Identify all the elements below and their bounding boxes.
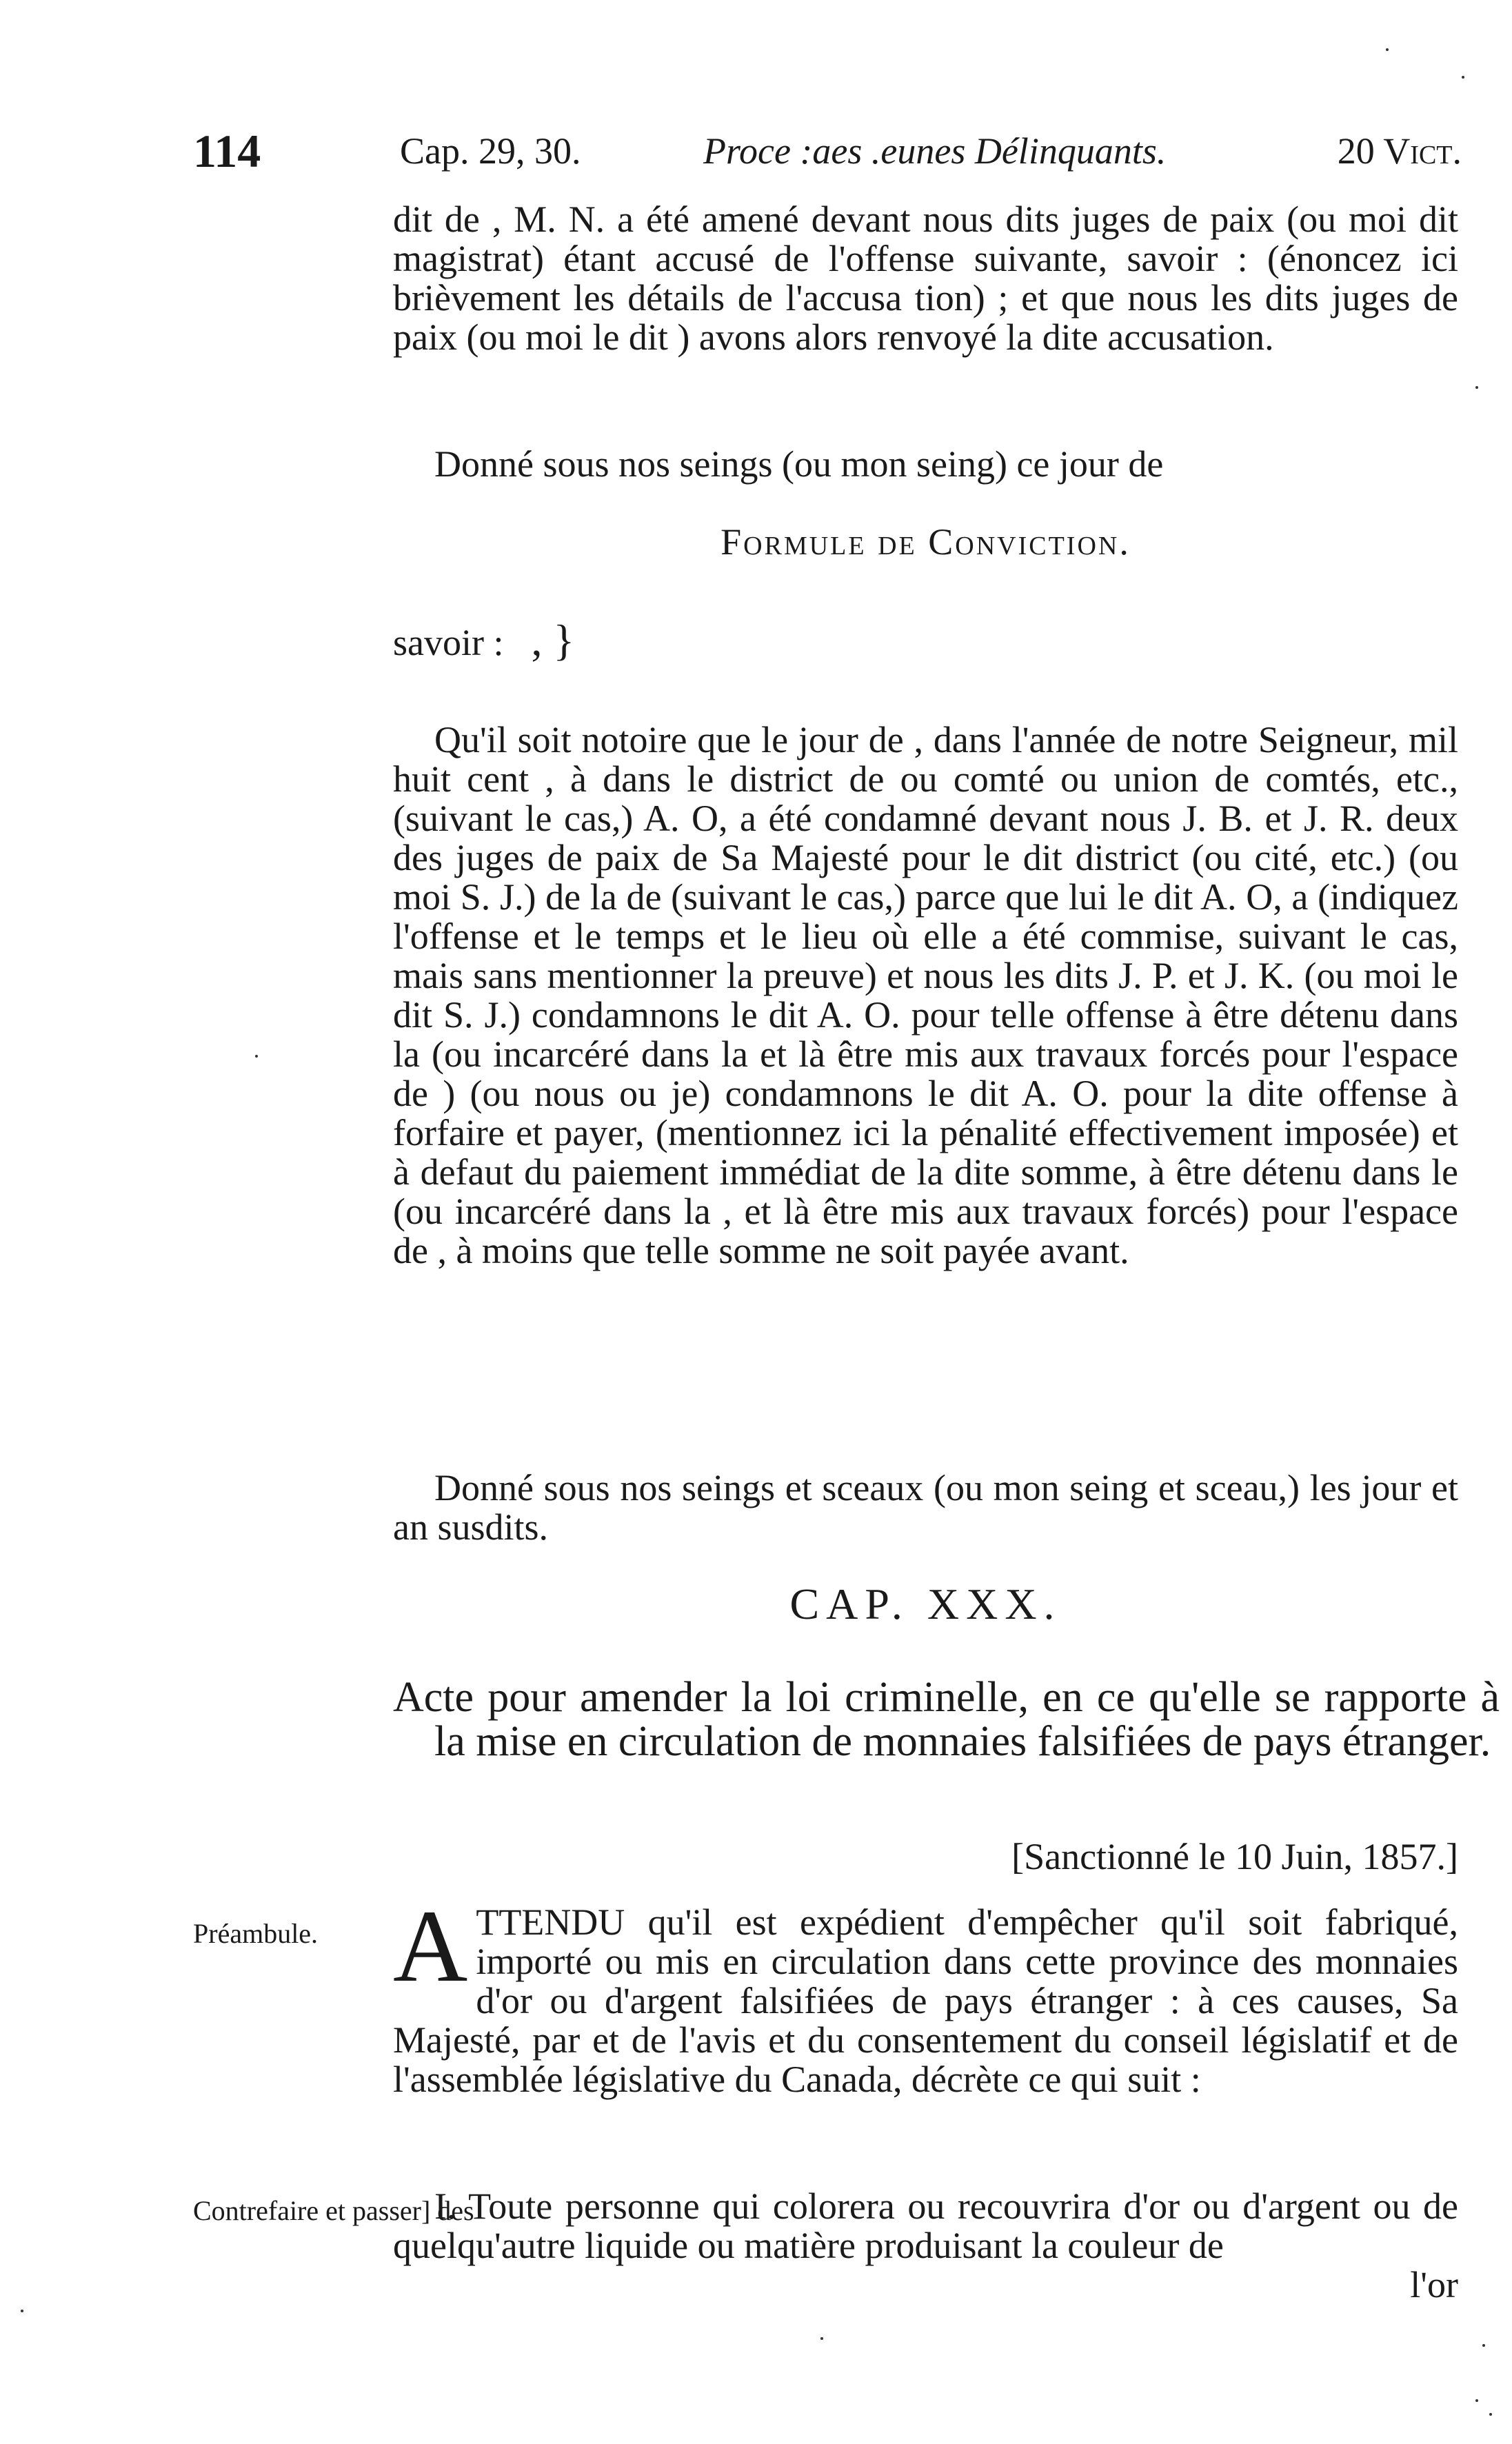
- brace-icon: , }: [531, 616, 575, 665]
- catchword: l'or: [1410, 2264, 1458, 2305]
- sanction-date: [Sanctionné le 10 Juin, 1857.]: [1011, 1836, 1458, 1877]
- given-line-2: Donné sous nos seings et sceaux (ou mon seing et sceau,) les jour et an susdits.: [393, 1467, 1458, 1548]
- given-line-1: Donné sous nos seings (ou mon seing) ce jour de: [434, 443, 1164, 485]
- preamble-paragraph: [393, 1889, 1458, 2100]
- act-title: Acte pour amender la loi criminelle, en ce qu'elle se rapporte à la mise en circulation de monnaies falsifiées de pays étranger.: [393, 1674, 1500, 1765]
- form-heading: Formule de Conviction.: [720, 521, 1131, 563]
- conviction-paragraph: Qu'il soit notoire que le jour de , dans l'année de notre Seigneur, mil huit cent , à dans le district de ou comté ou union de comtés, etc., (suivant le cas,) A. O, a été condamné devant nous J. B. et J. R. deux des juges de paix de Sa Majesté pour le dit district (ou cité, etc.) (ou moi S. J.) de la de (suivant le cas,) parce que lui le dit A. O, a (indiquez l'offense et le temps et le lieu où elle a été commise, suivant le cas, mais sans mentionner la preuve) et nous les dits J. P. et J. K. (ou moi le dit S. J.) condamnons le dit A. O. pour telle offense à être détenu dans la (ou incarcéré dans la et là être mis aux travaux forcés pour l'espace de ) (ou nous ou je) condamnons le dit A. O. pour la dite offense à forfaire et payer, (mentionnez ici la pénalité effectivement imposée) et à defaut du paiement immédiat de la dite somme, à être détenu dans le (ou incarcéré dans la , et là être mis aux travaux forcés) pour l'espace de , à moins que telle somme ne soit payée avant.: [393, 719, 1458, 1271]
- running-title: Proce :aes .eunes Délinquants.: [703, 130, 1167, 172]
- savoir-block: [393, 616, 1458, 665]
- running-header: [193, 124, 1462, 179]
- section-one-text: I. Toute personne qui colorera ou recouvrira d'or ou d'argent ou de quelqu'autre liquide ou matière produisant la couleur de: [393, 2185, 1458, 2266]
- drop-capital: A: [393, 1889, 468, 2003]
- savoir-label: savoir :: [393, 622, 504, 663]
- chapter-heading: CAP. XXX.: [789, 1579, 1062, 1628]
- margin-note-preamble: Préambule.: [193, 1918, 319, 1949]
- chapter-reference: Cap. 29, 30.: [400, 130, 581, 172]
- margin-note-section: Contrefaire et passer] des: [193, 2195, 474, 2226]
- regnal-year: 20 Vict.: [1337, 130, 1462, 172]
- top-paragraph: dit de , M. N. a été amené devant nous dits juges de paix (ou moi dit magistrat) étant accusé de l'offense suivante, savoir : (énoncez ici brièvement les détails de l'accusa tion) ; et que nous les dits juges de paix (ou moi le dit ) avons alors renvoyé la dite accusation.: [393, 199, 1458, 358]
- page-number: 114: [193, 125, 261, 177]
- preamble-text: TTENDU qu'il est expédient d'empêcher qu'il soit fabriqué, importé ou mis en circulation dans cette province des monnaies d'or ou d'argent falsifiées de pays étranger : à ces causes, Sa Majesté, par et de l'avis et du consentement du conseil législatif et de l'assemblée législative du Canada, décrète ce qui suit :: [393, 1901, 1458, 2100]
